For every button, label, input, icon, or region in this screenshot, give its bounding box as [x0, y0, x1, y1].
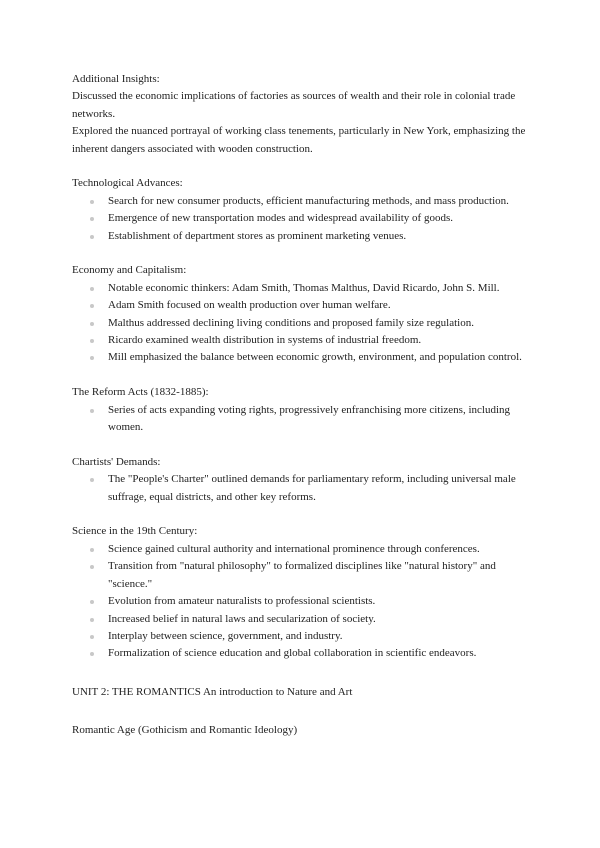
bullet-icon: [90, 287, 94, 291]
list-item: [72, 471, 532, 506]
list-item-text: The "People's Charter" outlined demands for parliamentary reform, including universal male suffrage, equal districts, and other key reforms.: [108, 473, 516, 503]
spacer: [72, 663, 532, 684]
additional-insights-section: [72, 71, 532, 158]
spacer: [72, 436, 532, 453]
bullet-icon: [90, 356, 94, 360]
list-item: [72, 558, 532, 593]
list-item-text: Emergence of new transportation modes and widespread availability of goods.: [108, 212, 453, 225]
list-item-text: Transition from "natural philosophy" to formalized disciplines like "natural history" and "science.": [108, 560, 496, 590]
bullet-icon: [90, 217, 94, 221]
list-item-text: Science gained cultural authority and international prominence through conferences.: [108, 542, 480, 555]
bullet-icon: [90, 478, 94, 482]
list-item: [72, 628, 532, 645]
bullet-list: [72, 193, 532, 245]
reform-acts-section: [72, 384, 532, 436]
bullet-list: [72, 280, 532, 367]
section-heading: Science in the 19th Century:: [72, 525, 198, 538]
unit-subtitle: Romantic Age (Gothicism and Romantic Ideology): [72, 724, 298, 737]
list-item: [72, 315, 532, 332]
bullet-icon: [90, 652, 94, 656]
unit-title: UNIT 2: THE ROMANTICS An introduction to Nature and Art: [72, 685, 353, 698]
bullet-icon: [90, 600, 94, 604]
section-heading: The Reform Acts (1832-1885):: [72, 386, 209, 399]
list-item-text: Evolution from amateur naturalists to professional scientists.: [108, 595, 376, 608]
list-item-text: Establishment of department stores as prominent marketing venues.: [108, 229, 407, 242]
economy-capitalism-section: [72, 262, 532, 366]
list-item: [72, 593, 532, 610]
list-item: [72, 228, 532, 245]
bullet-icon: [90, 322, 94, 326]
section-heading: Economy and Capitalism:: [72, 264, 187, 277]
bullet-icon: [90, 304, 94, 308]
paragraph: Explored the nuanced portrayal of working class tenements, particularly in New York, emphasizing the inherent dangers associated with wooden construction.: [72, 125, 526, 155]
spacer: [72, 158, 532, 175]
list-item: [72, 349, 532, 366]
chartists-section: [72, 454, 532, 506]
bullet-icon: [90, 565, 94, 569]
section-heading: Technological Advances:: [72, 177, 183, 190]
bullet-icon: [90, 339, 94, 343]
bullet-icon: [90, 235, 94, 239]
bullet-list: [72, 471, 532, 506]
bullet-icon: [90, 200, 94, 204]
list-item: [72, 297, 532, 314]
bullet-icon: [90, 409, 94, 413]
document-page: [72, 71, 532, 740]
bullet-icon: [90, 635, 94, 639]
list-item-text: Interplay between science, government, and industry.: [108, 629, 343, 642]
list-item: [72, 541, 532, 558]
science-section: [72, 523, 532, 662]
spacer: [72, 506, 532, 523]
list-item-text: Adam Smith focused on wealth production over human welfare.: [108, 299, 391, 312]
list-item: [72, 193, 532, 210]
spacer: [72, 701, 532, 722]
list-item: [72, 332, 532, 349]
technological-advances-section: [72, 175, 532, 245]
spacer: [72, 367, 532, 384]
bullet-list: [72, 541, 532, 663]
section-heading: Chartists' Demands:: [72, 455, 161, 468]
list-item: [72, 402, 532, 437]
spacer: [72, 245, 532, 262]
list-item-text: Ricardo examined wealth distribution in systems of industrial freedom.: [108, 334, 422, 347]
list-item-text: Mill emphasized the balance between economic growth, environment, and population control.: [108, 351, 522, 364]
list-item: [72, 210, 532, 227]
list-item-text: Notable economic thinkers: Adam Smith, Thomas Malthus, David Ricardo, John S. Mill.: [108, 281, 500, 294]
list-item-text: Series of acts expanding voting rights, progressively enfranchising more citizens, including women.: [108, 403, 511, 434]
list-item: [72, 611, 532, 628]
bullet-icon: [90, 618, 94, 622]
bullet-list: [72, 402, 532, 437]
list-item-text: Search for new consumer products, efficient manufacturing methods, and mass production.: [108, 194, 509, 207]
list-item-text: Formalization of science education and global collaboration in scientific endeavors.: [108, 647, 477, 660]
list-item-text: Increased belief in natural laws and secularization of society.: [108, 612, 376, 625]
list-item: [72, 645, 532, 662]
bullet-icon: [90, 548, 94, 552]
section-heading: Additional Insights:: [72, 73, 160, 85]
list-item: [72, 280, 532, 297]
list-item-text: Malthus addressed declining living conditions and proposed family size regulation.: [108, 316, 474, 329]
paragraph: Discussed the economic implications of factories as sources of wealth and their role in colonial trade networks.: [72, 90, 516, 120]
